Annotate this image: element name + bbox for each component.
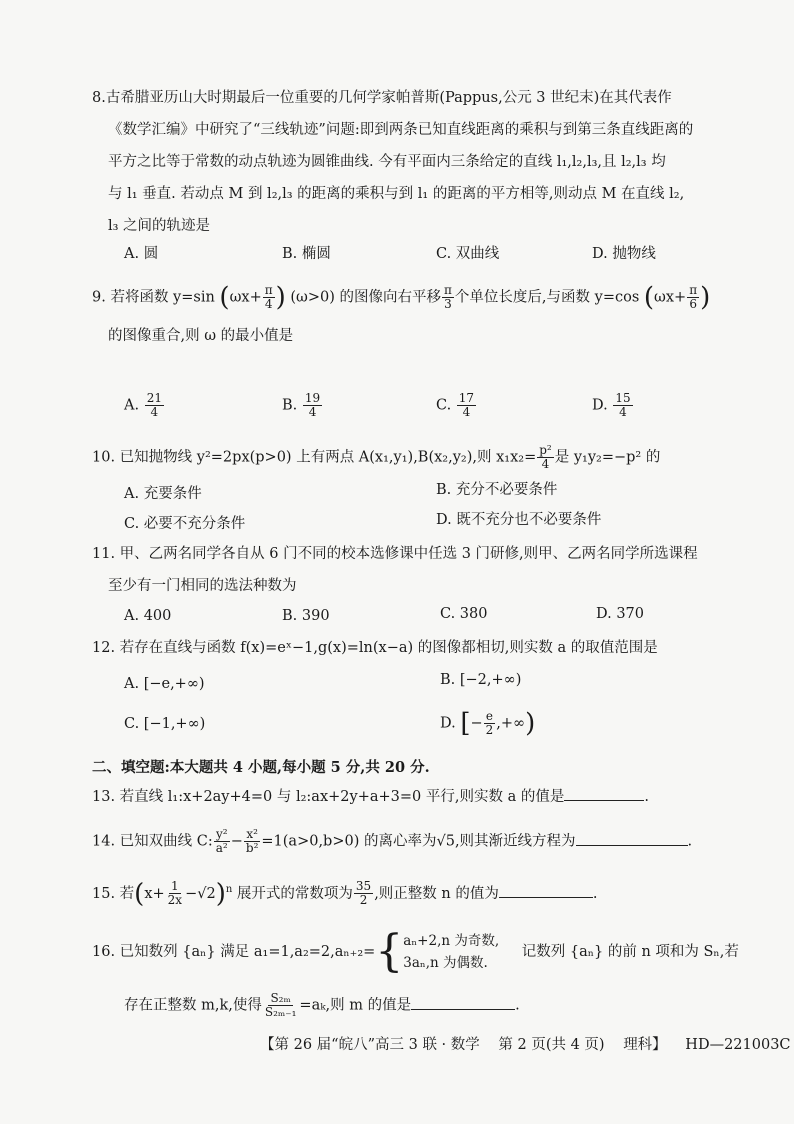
q11-option-c: C. 380 [440,606,488,622]
q8-line1: 8.古希腊亚历山大时期最后一位重要的几何学家帕普斯(Pappus,公元 3 世纪末)在其代表作 [92,90,672,106]
q11-option-a: A. 400 [124,608,172,624]
q9-pi-over-3: $\frac{\pi}{3}$ [444,283,452,311]
q10-option-b: B. 充分不必要条件 [436,482,558,498]
q8-option-b: B. 椭圆 [282,246,331,262]
section-fill-in-blank: 二、填空题:本大题共 4 小题,每小题 5 分,共 20 分. [92,759,430,776]
q10-option-d: D. 既不充分也不必要条件 [436,512,602,528]
q10-fraction: $\frac{\text{p²}}{4}$ [539,443,552,471]
q9-pi-over-6: $\frac{\pi}{6}$ [689,283,698,311]
q12-option-a: A. [−e,+∞) [124,676,205,692]
q14-answer-blank[interactable] [576,831,688,846]
page-footer [260,1033,794,1054]
q9-pi-over-4: $\frac{\pi}{4}$ [264,283,273,311]
q12-option-c: C. [−1,+∞) [124,716,206,732]
q12-line1: 12. 若存在直线与函数 f(x)=eˣ−1,g(x)=ln(x−a) 的图像都相切,则实数 a 的取值范围是 [92,640,658,656]
q9-option-b: B. $\frac{19}{4}$ [282,391,321,419]
q14-line: 14. 已知双曲线 C: $\frac{\text{y²}}{\text{a²}}$ − $\frac{\text{x²}}{\text{b²}}$ =1(a>0,b>0) 的离心率为√5,则其渐近线方程为 . [92,827,693,855]
q9-arg: ωx+ [229,289,262,306]
q9-prefix: 9. 若将函数 y=sin [92,289,215,306]
q16-line1: 16. 已知数列 {aₙ} 满足 a₁=1,a₂=2,aₙ₊₂={ aₙ+2,n 为奇数, 3aₙ,n 为偶数. 记数列 {aₙ} 的前 n 项和为 Sₙ,若 [92,926,739,977]
q13-line: 13. 若直线 l₁:x+2ay+4=0 与 l₂:ax+2y+a+3=0 平行,则实数 a 的值是 . [92,786,649,807]
q10-option-c: C. 必要不充分条件 [124,516,246,532]
q11-line2: 至少有一门相同的选法种数为 [108,578,297,594]
q11-option-d: D. 370 [596,606,645,622]
q8-option-c: C. 双曲线 [436,246,500,262]
q11-line1: 11. 甲、乙两名同学各自从 6 门不同的校本选修课中任选 3 门研修,则甲、乙两名同学所选课程 [92,546,698,562]
footer-exam-title: 【第 26 届“皖八”高三 3 联 · 数学 [260,1037,480,1053]
q9-line2: 的图像重合,则 ω 的最小值是 [108,328,294,344]
q8-line4: 与 l₁ 垂直. 若动点 M 到 l₂,l₃ 的距离的乘积与到 l₁ 的距离的平方相等,则动点 M 在直线 l₂, [108,186,685,202]
q16-line2: 存在正整数 m,k,使得 $\frac{\text{S₂ₘ}}{\text{S₂ₘ₋₁}}$ =aₖ,则 m 的值是 . [124,991,520,1019]
footer-subject: 理科】 [623,1037,667,1053]
q15-answer-blank[interactable] [499,883,593,898]
q12-option-d: D. [− $\frac{e}{2}$ ,+∞) [440,708,536,739]
q10-prefix: 10. 已知抛物线 y²=2px(p>0) 上有两点 A(x₁,y₁),B(x₂,y₂),则 x₁x₂= [92,449,537,466]
q8-option-d: D. 抛物线 [592,246,656,262]
q10-suffix: 是 y₁y₂=−p² 的 [554,449,661,466]
q9-option-a: A. $\frac{21}{4}$ [124,391,162,419]
q13-answer-blank[interactable] [564,786,644,801]
q9-middle: 个单位长度后,与函数 y=cos [454,289,640,306]
q8-line2: 《数学汇编》中研究了“三线轨迹”问题:即到两条已知直线距离的乘积与到第三条直线距离的 [108,122,694,138]
q9-line1: 9. 若将函数 y=sin (ωx+ $\frac{\pi}{4}$ ) (ω>0) 的图像向右平移 $\frac{\pi}{3}$ 个单位长度后,与函数 y=cos (ωx+ $\frac{\pi}{6}$ ) [92,282,711,313]
q9-option-c: C. $\frac{17}{4}$ [436,391,475,419]
q12-option-b: B. [−2,+∞) [440,672,522,688]
q10-option-a: A. 充要条件 [124,486,202,502]
footer-page-number: 第 2 页(共 4 页) [498,1037,605,1053]
q9-condition: (ω>0) 的图像向右平移 [290,289,442,306]
q8-line3: 平方之比等于常数的动点轨迹为圆锥曲线. 今有平面内三条给定的直线 l₁,l₂,l₃,且 l₂,l₃ 均 [108,154,666,170]
q8-line5: l₃ 之间的轨迹是 [108,218,211,234]
footer-code: HD—221003C [685,1037,791,1053]
q8-option-a: A. 圆 [124,246,159,262]
q10-line1 [92,444,660,471]
q11-option-b: B. 390 [282,608,330,624]
q16-answer-blank[interactable] [411,995,515,1010]
q9-option-d: D. $\frac{15}{4}$ [592,391,631,419]
q15-line: 15. 若(x+ $\frac{1}{2x}$ −√2)$^n$ 展开式的常数项为 $\frac{35}{2}$ ,则正整数 n 的值为 . [92,878,598,909]
